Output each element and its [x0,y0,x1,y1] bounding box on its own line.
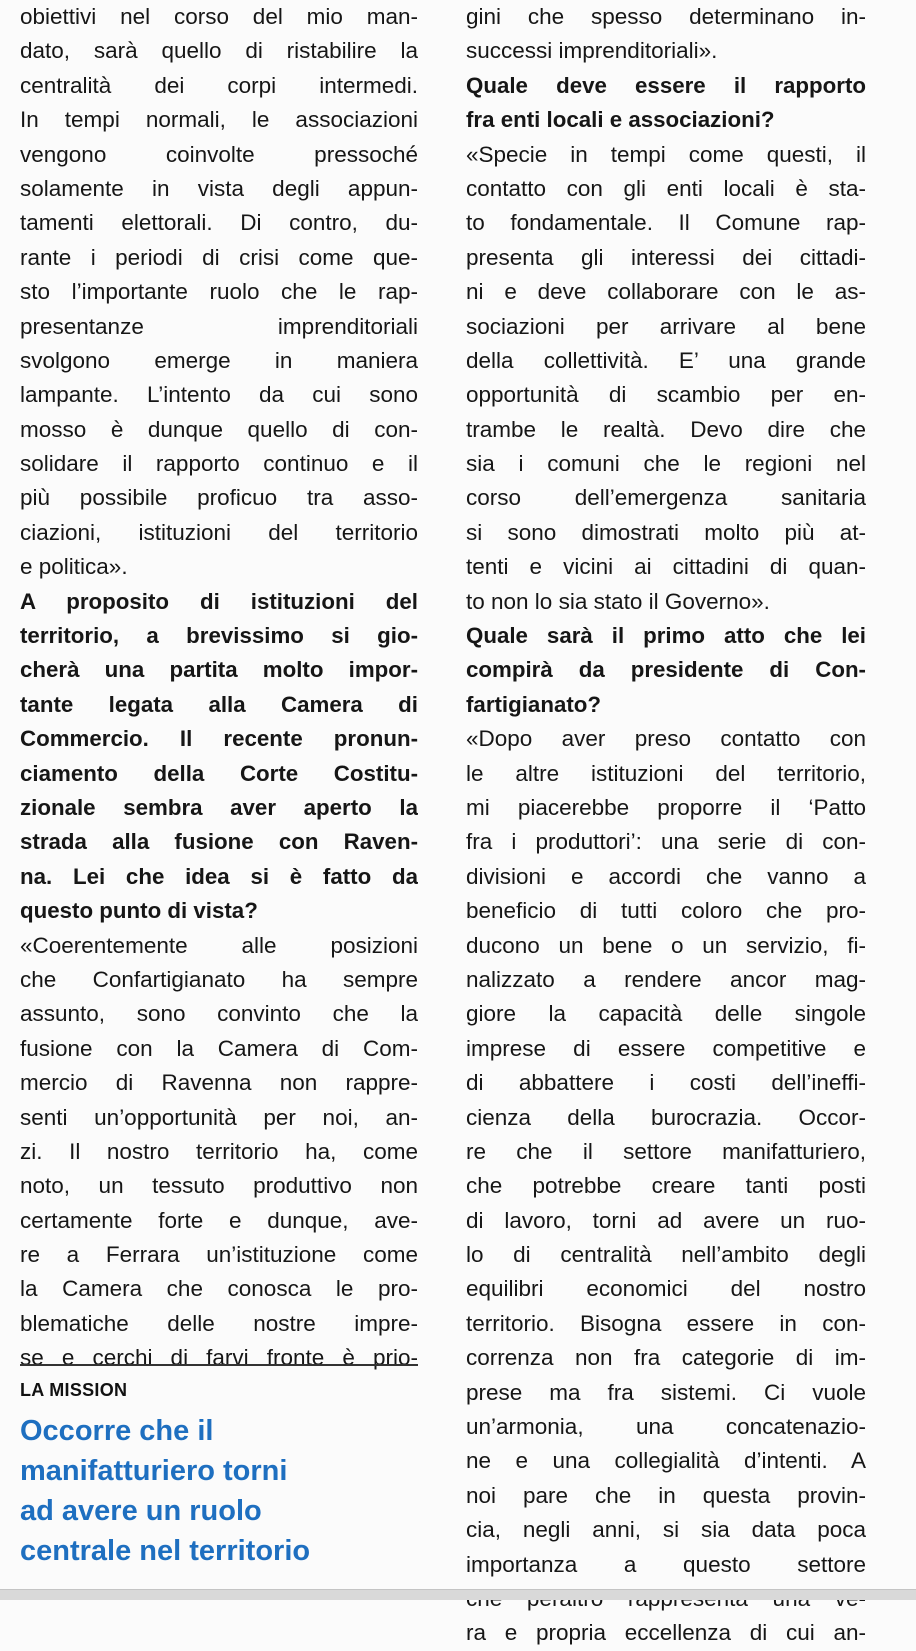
text-line: sia i comuni che le regioni nel [466,451,866,477]
text-line: della collettività. E’ una grande [466,347,866,373]
text-line: presentanze imprenditoriali [20,313,418,339]
text-line: che Confartigianato ha sempre [20,966,418,992]
text-line: mercio di Ravenna non rappre- [20,1070,418,1096]
text-line: «Specie in tempi come questi, il [466,141,866,167]
mission-headline [20,1411,418,1571]
text-line: territorio. Bisogna essere in con- [466,1310,866,1336]
question-line: cherà una partita molto impor- [20,657,418,683]
text-line: fra i produttori’: una serie di con- [466,829,866,855]
text-line: che potrebbe creare tanti posti [466,1173,866,1199]
text-line: re a Ferrara un’istituzione come [20,1242,418,1268]
text-line: contatto con gli enti locali è sta- [466,175,866,201]
text-line: giore la capacità delle singole [466,1001,866,1027]
text-line: un’armonia, una concatenazio- [466,1414,866,1440]
text-line: «Dopo aver preso contatto con [466,726,866,752]
text-line: tenti e vicini ai cittadini di quan- [466,554,866,580]
text-line: imprese di essere competitive e [466,1035,866,1061]
text-line: mi piacerebbe proporre il ‘Patto [466,794,866,820]
text-line: vengono coinvolte pressoché [20,141,418,167]
text-line: corso dell’emergenza sanitaria [466,485,866,511]
text-line: ne e una collegialità d’intenti. A [466,1448,866,1474]
text-line: più possibile proficuo tra asso- [20,485,418,511]
mission-kicker: LA MISSION [20,1380,128,1400]
text-line: opportunità di scambio per en- [466,382,866,408]
text-line: fusione con la Camera di Com- [20,1035,418,1061]
question-line: zionale sembra aver aperto la [20,794,418,820]
question-line: na. Lei che idea si è fatto da [20,863,418,889]
text-line: senti un’opportunità per noi, an- [20,1104,418,1130]
text-line: si sono dimostrati molto più at- [466,519,866,545]
text-line: tamenti elettorali. Di contro, du- [20,210,418,236]
article-column-right [466,0,866,1651]
question-line: Quale sarà il primo atto che lei [466,623,866,649]
text-line: noi pare che in questa provin- [466,1482,866,1508]
text-line: le altre istituzioni del territorio, [466,760,866,786]
text-line: equilibri economici del nostro [466,1276,866,1302]
text-line: nalizzato a rendere ancor mag- [466,966,866,992]
question-line: fartigianato? [466,691,602,717]
headline-line: centrale nel territorio [20,1535,311,1567]
mission-box [20,1364,418,1571]
text-line: mosso è dunque quello di con- [20,416,418,442]
question-line: territorio, a brevissimo si gio- [20,623,418,649]
text-line: sto l’importante ruolo che le rap- [20,279,418,305]
headline-line: manifatturiero torni [20,1455,288,1487]
text-line: ni e deve collaborare con le as- [466,279,866,305]
text-line: dato, sarà quello di ristabilire la [20,38,418,64]
text-line: e politica». [20,554,128,580]
headline-line: Occorre che il [20,1415,214,1447]
text-line: obiettivi nel corso del mio man- [20,4,418,29]
question-line: compirà da presidente di Con- [466,657,866,683]
text-line: In tempi normali, le associazioni [20,107,418,133]
text-line: cienza della burocrazia. Occor- [466,1104,866,1130]
text-line: di lavoro, torni ad avere un ruo- [466,1207,866,1233]
text-line: se e cerchi di farvi fronte è prio- [20,1345,418,1371]
text-line: assunto, sono convinto che la [20,1001,418,1027]
viewer-bottom-edge [0,1589,916,1600]
headline-line: ad avere un ruolo [20,1495,262,1527]
text-line: importanza a questo settore [466,1551,866,1577]
text-line: ducono un bene o un servizio, fi- [466,932,866,958]
text-line: la Camera che conosca le pro- [20,1276,418,1302]
text-line: ciazioni, istituzioni del territorio [20,519,418,545]
text-line: cia, negli anni, si sia data poca [466,1517,866,1543]
question-line: Quale deve essere il rapporto [466,72,866,98]
text-line: divisioni e accordi che vanno a [466,863,866,889]
text-line: blematiche delle nostre impre- [20,1310,418,1336]
text-line: noto, un tessuto produttivo non [20,1173,418,1199]
text-line: «Coerentemente alle posizioni [20,932,418,958]
text-line: lo di centralità nell’ambito degli [466,1242,866,1268]
text-line: zi. Il nostro territorio ha, come [20,1138,418,1164]
question-line: tante legata alla Camera di [20,691,418,717]
text-line: sociazioni per arrivare al bene [466,313,866,339]
text-line: di abbattere i costi dell’ineffi- [466,1070,866,1096]
text-line: beneficio di tutti coloro che pro- [466,898,866,924]
text-line: re che il settore manifatturiero, [466,1138,866,1164]
question-line: strada alla fusione con Raven- [20,829,418,855]
text-line: certamente forte e dunque, ave- [20,1207,418,1233]
text-line: solidare il rapporto continuo e il [20,451,418,477]
text-line: lampante. L’intento da cui sono [20,382,418,408]
article-column-left [20,0,418,1376]
question-line: questo punto di vista? [20,898,258,924]
text-line: to fondamentale. Il Comune rap- [466,210,866,236]
text-line: rante i periodi di crisi come que- [20,244,418,270]
text-line: presenta gli interessi dei cittadi- [466,244,866,270]
text-line: correnza non fra categorie di im- [466,1345,866,1371]
text-line: ra e propria eccellenza di cui an- [466,1620,866,1646]
question-line: Commercio. Il recente pronun- [20,726,418,752]
text-line: prese ma fra sistemi. Ci vuole [466,1379,866,1405]
text-line: trambe le realtà. Devo dire che [466,416,866,442]
question-line: A proposito di istituzioni del [20,588,418,614]
text-line: gini che spesso determinano in- [466,4,866,29]
text-line: svolgono emerge in maniera [20,347,418,373]
text-line: centralità dei corpi intermedi. [20,72,418,98]
text-line: to non lo sia stato il Governo». [466,588,770,614]
text-line: solamente in vista degli appun- [20,175,418,201]
question-line: ciamento della Corte Costitu- [20,760,418,786]
text-line: successi imprenditoriali». [466,38,718,64]
question-line: fra enti locali e associazioni? [466,107,775,133]
